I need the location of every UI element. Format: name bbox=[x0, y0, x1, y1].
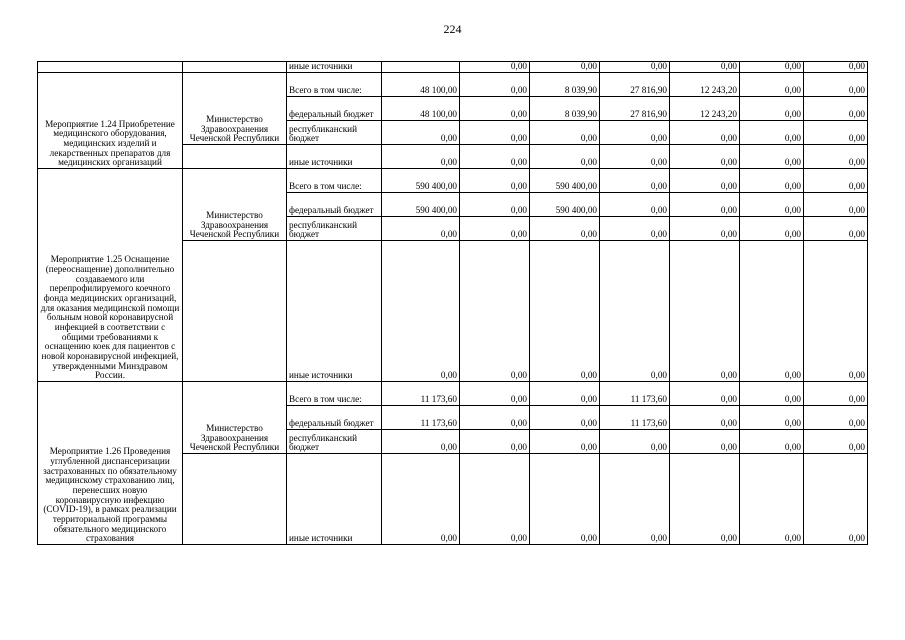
value-cell: 0,00 bbox=[382, 121, 460, 145]
value-cell: 0,00 bbox=[740, 121, 804, 145]
value-cell: 0,00 bbox=[804, 97, 868, 121]
executor-name: Министерство Здравоохранения Чеченской Республики bbox=[183, 169, 287, 241]
value-cell: 48 100,00 bbox=[382, 73, 460, 97]
table-row bbox=[38, 73, 868, 97]
value-cell: 0,00 bbox=[600, 121, 670, 145]
executor-cell bbox=[183, 454, 287, 545]
measure-title: Мероприятие 1.25 Оснащение (переоснащение) дополнительно создаваемого или перепрофилируемого коечного фонда медицинских организаций, для оказания медицинской помощи больным новой коронавирусной инфекцией в соответствии с общими требованиями к оснащению коек для пациентов с новой коронавирусной инфекцией, утвержденными Минздравом России. bbox=[38, 169, 183, 382]
source-cell: иные источники bbox=[287, 62, 382, 73]
value-cell: 0,00 bbox=[804, 169, 868, 193]
measure-cell bbox=[38, 62, 183, 73]
value-cell: 0,00 bbox=[460, 62, 530, 73]
value-cell: 0,00 bbox=[804, 217, 868, 241]
value-cell: 0,00 bbox=[600, 169, 670, 193]
source-cell: иные источники bbox=[287, 241, 382, 382]
budget-table bbox=[37, 61, 868, 545]
value-cell: 11 173,60 bbox=[600, 382, 670, 406]
value-cell: 0,00 bbox=[530, 430, 600, 454]
value-cell: 0,00 bbox=[460, 121, 530, 145]
page-number: 224 bbox=[443, 22, 462, 36]
value-cell: 0,00 bbox=[600, 145, 670, 169]
value-cell: 0,00 bbox=[460, 73, 530, 97]
value-cell: 0,00 bbox=[600, 430, 670, 454]
table-row bbox=[38, 382, 868, 406]
source-cell: Всего в том числе: bbox=[287, 73, 382, 97]
value-cell: 0,00 bbox=[460, 241, 530, 382]
value-cell: 0,00 bbox=[670, 454, 740, 545]
table-body bbox=[38, 62, 868, 545]
value-cell: 0,00 bbox=[804, 121, 868, 145]
value-cell: 0,00 bbox=[460, 97, 530, 121]
value-cell: 0,00 bbox=[530, 406, 600, 430]
measure-title: Мероприятие 1.26 Проведения углубленной диспансеризации застрахованных по обязательному медицинскому страхованию лиц, перенесших новую коронавирусную инфекцию (COVID-19), в рамках реализации территориальной программы обязательного медицинского страхования bbox=[38, 382, 183, 545]
measure-title: Мероприятие 1.24 Приобретение медицинского оборудования, медицинских изделий и лекарственных препаратов для медицинских организаций bbox=[38, 73, 183, 169]
value-cell: 0,00 bbox=[530, 121, 600, 145]
executor-name: Министерство Здравоохранения Чеченской Республики bbox=[183, 73, 287, 145]
value-cell: 0,00 bbox=[670, 406, 740, 430]
value-cell: 0,00 bbox=[382, 430, 460, 454]
value-cell: 0,00 bbox=[740, 97, 804, 121]
value-cell: 0,00 bbox=[740, 406, 804, 430]
value-cell: 0,00 bbox=[460, 382, 530, 406]
value-cell: 0,00 bbox=[600, 241, 670, 382]
value-cell: 590 400,00 bbox=[530, 169, 600, 193]
source-cell: республиканский бюджет bbox=[287, 217, 382, 241]
value-cell: 0,00 bbox=[804, 73, 868, 97]
value-cell: 11 173,60 bbox=[382, 406, 460, 430]
value-cell: 0,00 bbox=[740, 454, 804, 545]
value-cell: 0,00 bbox=[670, 62, 740, 73]
value-cell: 0,00 bbox=[600, 193, 670, 217]
value-cell: 590 400,00 bbox=[382, 169, 460, 193]
value-cell: 0,00 bbox=[740, 430, 804, 454]
value-cell: 0,00 bbox=[600, 217, 670, 241]
value-cell bbox=[382, 62, 460, 73]
value-cell: 0,00 bbox=[804, 406, 868, 430]
value-cell: 0,00 bbox=[740, 193, 804, 217]
value-cell: 0,00 bbox=[530, 145, 600, 169]
value-cell: 0,00 bbox=[670, 169, 740, 193]
value-cell: 0,00 bbox=[382, 217, 460, 241]
table-row bbox=[38, 169, 868, 193]
source-cell: федеральный бюджет bbox=[287, 406, 382, 430]
value-cell: 0,00 bbox=[670, 382, 740, 406]
value-cell: 0,00 bbox=[740, 62, 804, 73]
value-cell: 0,00 bbox=[530, 241, 600, 382]
value-cell: 0,00 bbox=[670, 430, 740, 454]
value-cell: 0,00 bbox=[460, 169, 530, 193]
value-cell: 0,00 bbox=[600, 62, 670, 73]
value-cell: 11 173,60 bbox=[382, 382, 460, 406]
value-cell: 0,00 bbox=[804, 382, 868, 406]
value-cell: 0,00 bbox=[670, 241, 740, 382]
value-cell: 0,00 bbox=[740, 241, 804, 382]
source-cell: федеральный бюджет bbox=[287, 97, 382, 121]
value-cell: 0,00 bbox=[670, 217, 740, 241]
value-cell: 27 816,90 bbox=[600, 97, 670, 121]
value-cell: 0,00 bbox=[460, 145, 530, 169]
value-cell: 0,00 bbox=[382, 241, 460, 382]
executor-cell bbox=[183, 62, 287, 73]
value-cell: 12 243,20 bbox=[670, 73, 740, 97]
value-cell: 8 039,90 bbox=[530, 97, 600, 121]
value-cell: 0,00 bbox=[670, 121, 740, 145]
value-cell: 0,00 bbox=[460, 217, 530, 241]
source-cell: республиканский бюджет bbox=[287, 430, 382, 454]
value-cell: 0,00 bbox=[600, 454, 670, 545]
source-cell: иные источники bbox=[287, 454, 382, 545]
value-cell: 11 173,60 bbox=[600, 406, 670, 430]
value-cell: 27 816,90 bbox=[600, 73, 670, 97]
value-cell: 0,00 bbox=[460, 193, 530, 217]
source-cell: республиканский бюджет bbox=[287, 121, 382, 145]
value-cell: 0,00 bbox=[382, 454, 460, 545]
value-cell: 0,00 bbox=[670, 193, 740, 217]
source-cell: иные источники bbox=[287, 145, 382, 169]
executor-cell bbox=[183, 145, 287, 169]
source-cell: Всего в том числе: bbox=[287, 382, 382, 406]
value-cell: 0,00 bbox=[382, 145, 460, 169]
value-cell: 0,00 bbox=[530, 382, 600, 406]
table-row bbox=[38, 62, 868, 73]
value-cell: 0,00 bbox=[804, 430, 868, 454]
value-cell: 0,00 bbox=[740, 382, 804, 406]
executor-cell bbox=[183, 241, 287, 382]
value-cell: 0,00 bbox=[460, 406, 530, 430]
value-cell: 0,00 bbox=[804, 454, 868, 545]
source-cell: федеральный бюджет bbox=[287, 193, 382, 217]
source-cell: Всего в том числе: bbox=[287, 169, 382, 193]
value-cell: 0,00 bbox=[804, 145, 868, 169]
value-cell: 8 039,90 bbox=[530, 73, 600, 97]
value-cell: 0,00 bbox=[460, 454, 530, 545]
value-cell: 0,00 bbox=[804, 241, 868, 382]
value-cell: 12 243,20 bbox=[670, 97, 740, 121]
value-cell: 0,00 bbox=[670, 145, 740, 169]
value-cell: 0,00 bbox=[740, 217, 804, 241]
value-cell: 0,00 bbox=[740, 73, 804, 97]
executor-name: Министерство Здравоохранения Чеченской Республики bbox=[183, 382, 287, 454]
value-cell: 48 100,00 bbox=[382, 97, 460, 121]
value-cell: 0,00 bbox=[460, 430, 530, 454]
value-cell: 0,00 bbox=[530, 62, 600, 73]
value-cell: 0,00 bbox=[530, 454, 600, 545]
value-cell: 590 400,00 bbox=[382, 193, 460, 217]
value-cell: 0,00 bbox=[530, 217, 600, 241]
value-cell: 0,00 bbox=[740, 169, 804, 193]
value-cell: 0,00 bbox=[804, 193, 868, 217]
value-cell: 0,00 bbox=[804, 62, 868, 73]
value-cell: 590 400,00 bbox=[530, 193, 600, 217]
value-cell: 0,00 bbox=[740, 145, 804, 169]
